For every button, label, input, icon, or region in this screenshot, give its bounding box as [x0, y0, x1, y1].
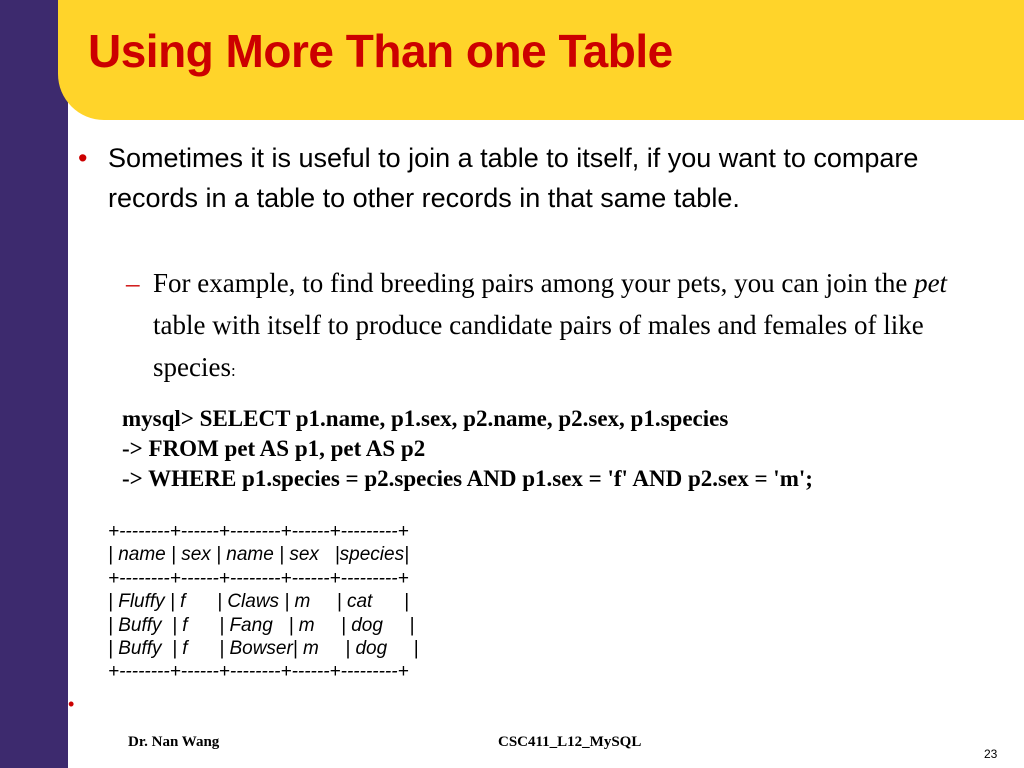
bullet-sub-part2: table with itself to produce candidate pairs of males and females of like species [153, 310, 924, 382]
bullet-dot-icon: • [78, 143, 88, 173]
sql-query-block [122, 404, 813, 494]
result-border-line: +--------+------+--------+------+---------+ [108, 661, 409, 683]
result-border-line: +--------+------+--------+------+---------+ [108, 521, 409, 542]
result-header-row: | name | sex | name | sex |species| [108, 544, 410, 566]
sql-line: -> WHERE p1.species = p2.species AND p1.sex = 'f' AND p2.sex = 'm'; [122, 466, 813, 491]
result-row: | Fluffy | f | Claws | m | cat | [108, 591, 409, 613]
empty-bullet-icon: • [68, 694, 75, 714]
result-border-line: +--------+------+--------+------+---------+ [108, 567, 409, 589]
result-row: | Buffy | f | Bowser| m | dog | [108, 638, 419, 660]
sql-line: mysql> SELECT p1.name, p1.sex, p2.name, p2.sex, p1.species [122, 406, 729, 431]
left-sidebar-bar [0, 0, 68, 768]
page-number: 23 [984, 747, 998, 761]
query-result-table [108, 520, 419, 684]
footer-course: CSC411_L12_MySQL [498, 734, 642, 750]
bullet-sub-tail: : [230, 361, 236, 380]
bullet-dash-icon: – [126, 268, 140, 298]
bullet-main-text: Sometimes it is useful to join a table to itself, if you want to compare records in a table to other records in that same table. [108, 143, 919, 213]
bullet-sub-text [153, 262, 1003, 392]
slide-title: Using More Than one Table [88, 25, 673, 77]
result-row: | Buffy | f | Fang | m | dog | [108, 614, 415, 636]
sidebar-divider [68, 0, 71, 768]
sql-line: -> FROM pet AS p1, pet AS p2 [122, 436, 426, 461]
footer-author: Dr. Nan Wang [128, 734, 220, 750]
bullet-sub-emphasis: pet [914, 268, 948, 298]
bullet-sub-part1: For example, to find breeding pairs among your pets, you can join the [153, 268, 915, 298]
